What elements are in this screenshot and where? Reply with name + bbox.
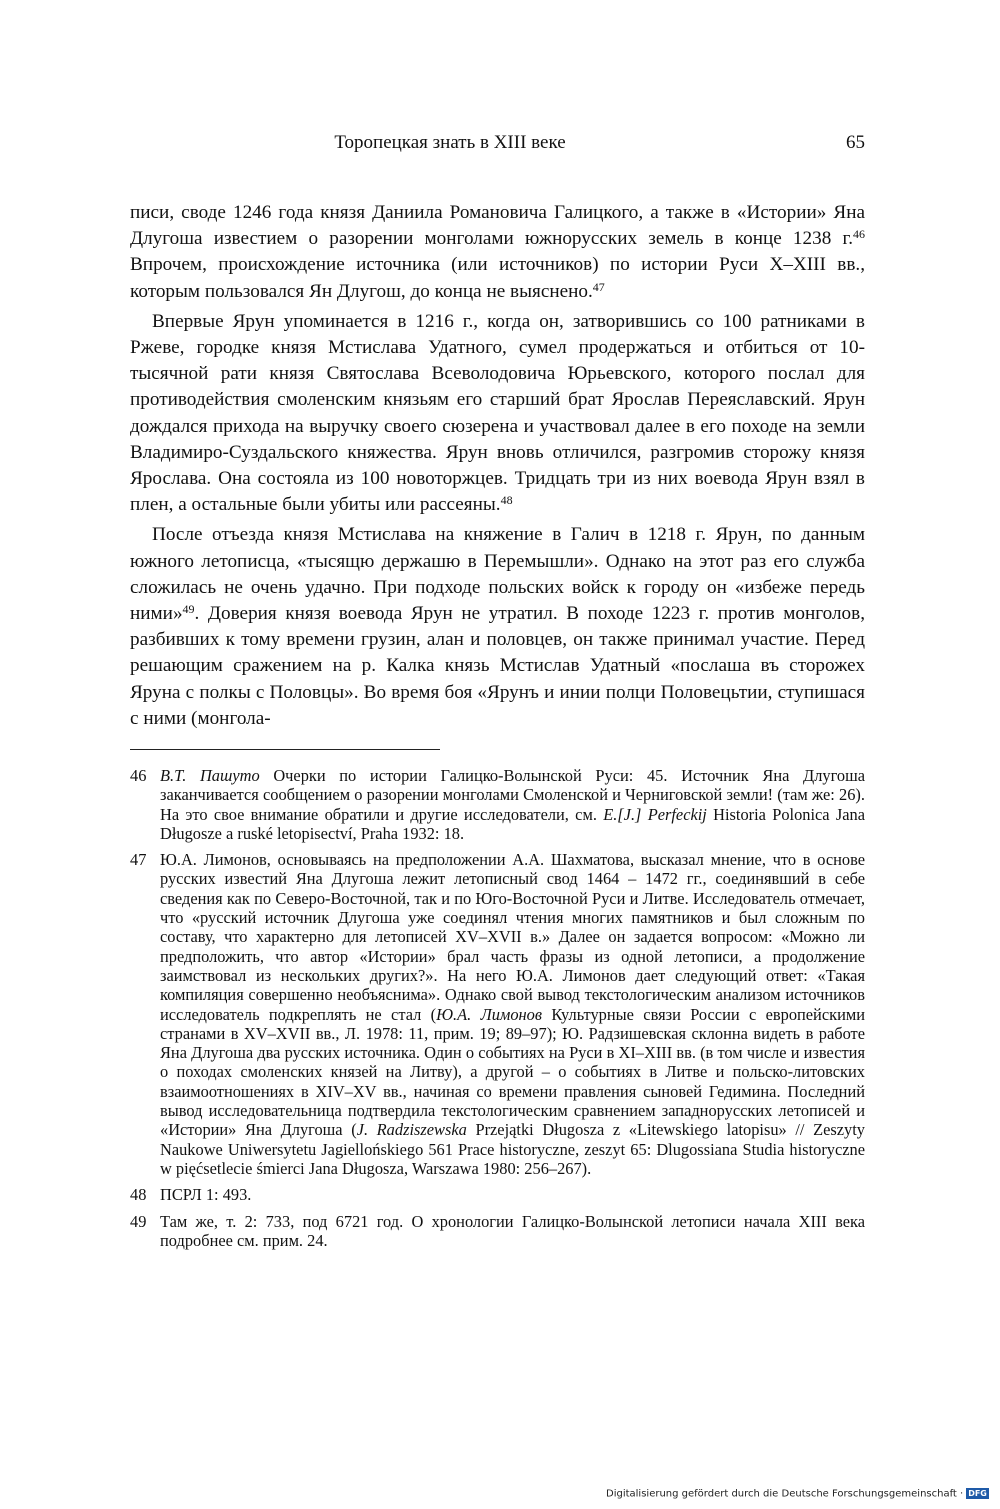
footnote-47 — [130, 850, 865, 1178]
footnote-author: В.Т. Пашуто — [160, 766, 260, 785]
footnote-ref-49[interactable]: 49 — [182, 602, 195, 617]
footnote-48 — [130, 1185, 865, 1204]
footnote-46 — [130, 766, 865, 843]
footnote-separator — [130, 749, 440, 750]
paragraph-1-text-a: писи, своде 1246 года князя Даниила Романовича Галицкого, а также в «Истории» Яна Длугоша известием о разорении монголами южнорусских земель в конце 1238 г. — [130, 202, 865, 250]
main-text — [130, 200, 865, 732]
digitization-footer — [606, 1488, 996, 1504]
footnote-text: Там же, т. 2: 733, под 6721 год. О хронологии Галицко-Волынской летописи начала XIII века подробнее см. прим. 24. — [160, 1211, 865, 1250]
paragraph-3 — [130, 522, 865, 732]
page-number: 65 — [846, 132, 865, 153]
footnote-text: ПСРЛ 1: 493. — [160, 1185, 252, 1205]
footnote-ref-47[interactable]: 47 — [592, 279, 605, 294]
footnote-ref-48[interactable]: 48 — [500, 493, 513, 508]
running-header — [130, 132, 865, 162]
paragraph-2 — [130, 309, 865, 519]
footnote-number: 46 — [130, 766, 147, 785]
footnote-text-part: Очерки по истории Галицко-Волынской Руси: 45. Источник Яна Длугоша заканчивается сообщением о разорении монголами Смоленской и Черниговской земли! (там же: 26). На это свое внимание обратили и другие исследователи, см. — [160, 766, 865, 824]
footer-text: Digitalisierung gefördert durch die Deutsche Forschungsgemeinschaft · — [606, 1488, 964, 1500]
footnote-text — [160, 766, 865, 843]
footnote-text — [160, 850, 865, 1178]
footnote-49 — [130, 1212, 865, 1251]
footnote-author: J. Radziszewska — [356, 1120, 467, 1140]
footnote-text-part: Культурные связи России с европейскими странами в XV–XVII вв., Л. 1978: 11, прим. 19; 89–97); Ю. Радзишевская склонна видеть в работе Яна Длугоша два русских источника. Один о событиях на Руси в XI–XIII вв. (в том числе и известия о походах смоленских князей на Литву), а другой – о событиях в Литве и польско-литовских взаимоотношениях в XIV–XV вв., начиная со времени правления сыновей Гедимина. Последний вывод исследовательница подтвердила текстологическим сравнением западнорусских летописей и «Истории» Яна Длугоша ( — [160, 1004, 865, 1140]
footnote-text-part: Przejątki Długosza z «Litewskiego latopisu» // Zeszyty Naukowe Uniwersytetu Jagiellońskiego 561 Prace historyczne, zeszyt 65: Dlugossiana Studia historyczne w pięćsetlecie śmierci Jana Długosza, Warszawa 1980: 256–267). — [160, 1120, 865, 1178]
paragraph-1-text-b: Впрочем, происхождение источника (или источников) по истории Руси X–XIII вв., которым пользовался Ян Длугош, до конца не выяснено. — [130, 254, 865, 302]
paragraph-3-text-a: После отъезда князя Мстислава на княжение в Галич в 1218 г. Ярун, по данным южного летописца, «тысящю держашю в Перемышли». Однако на этот раз его служба сложилась не очень удачно. При подходе польских войск к городу он «избеже передь ними» — [130, 524, 865, 625]
footnote-number: 48 — [130, 1185, 147, 1205]
paragraph-3-text-b: . Доверия князя воевода Ярун не утратил. В походе 1223 г. против монголов, разбивших к тому времени грузин, алан и половцев, он также принимал участие. Перед решающим сражением на р. Калка князь Мстислав Удатный «послаша въ сторожех Яруна с полкы с Половцы». Во время боя «Ярунъ и инии полци Половецьтии, ступишася с ними (монгола- — [130, 603, 865, 729]
paragraph-2-text: Впервые Ярун упоминается в 1216 г., когда он, затворившись со 100 ратниками в Ржеве, городке князя Мстислава Удатного, сумел продержаться и отбиться от 10-тысячной рати князя Святослава Всеволодовича Юрьевского, которого послал для противодействия смоленским князьям его старший брат Ярослав Переяславский. Ярун дождался прихода на выручку своего сюзерена и участвовал далее в его походе на земли Владимиро-Суздальского княжества. Ярун вновь отличился, разгромив сторожу князя Ярослава. Она состояла из 100 новоторжцев. Тридцать три из них воевода Ярун взял в плен, а остальные были убиты или рассеяны. — [130, 310, 865, 516]
footnote-text-part: Historia Polonica Jana Długosze a ruské letopisectví, Praha 1932: 18. — [160, 804, 865, 843]
running-title: Торопецкая знать в XIII веке — [334, 132, 566, 153]
footnote-author: E.[J.] Perfeckij — [603, 804, 707, 824]
paragraph-1 — [130, 200, 865, 305]
footnotes — [130, 766, 865, 1257]
footnote-number: 49 — [130, 1211, 147, 1231]
footnote-text-part: Ю.А. Лимонов, основываясь на предположении А.А. Шахматова, высказал мнение, что в основе русских известий Яна Длугоша лежит летописный свод 1464 – 1472 гг., соединявший в себе сведения как по Северо-Восточной, так и по Юго-Восточной Руси и Литве. Исследователь отмечает, что «русский источник Длугоша уже соединял чтения многих памятников и был сложным по составу, что характерно для летописей XV–XVII в.» Далее он задается вопросом: «Можно ли предположить, что автор «Истории» брал часть фразы из одной летописи, а продолжение заимствовал из нескольких других?». На него Ю.А. Лимонов дает следующий ответ: «Такая компиляция совершенно необъяснима». Однако свой вывод текстологическим анализом источников исследователь подкреплять не стал ( — [160, 850, 865, 1024]
footnote-ref-46[interactable]: 46 — [853, 227, 865, 242]
dfg-logo: DFG — [968, 1489, 987, 1498]
footnote-author: Ю.А. Лимонов — [436, 1004, 542, 1024]
footnote-number: 47 — [130, 850, 147, 870]
